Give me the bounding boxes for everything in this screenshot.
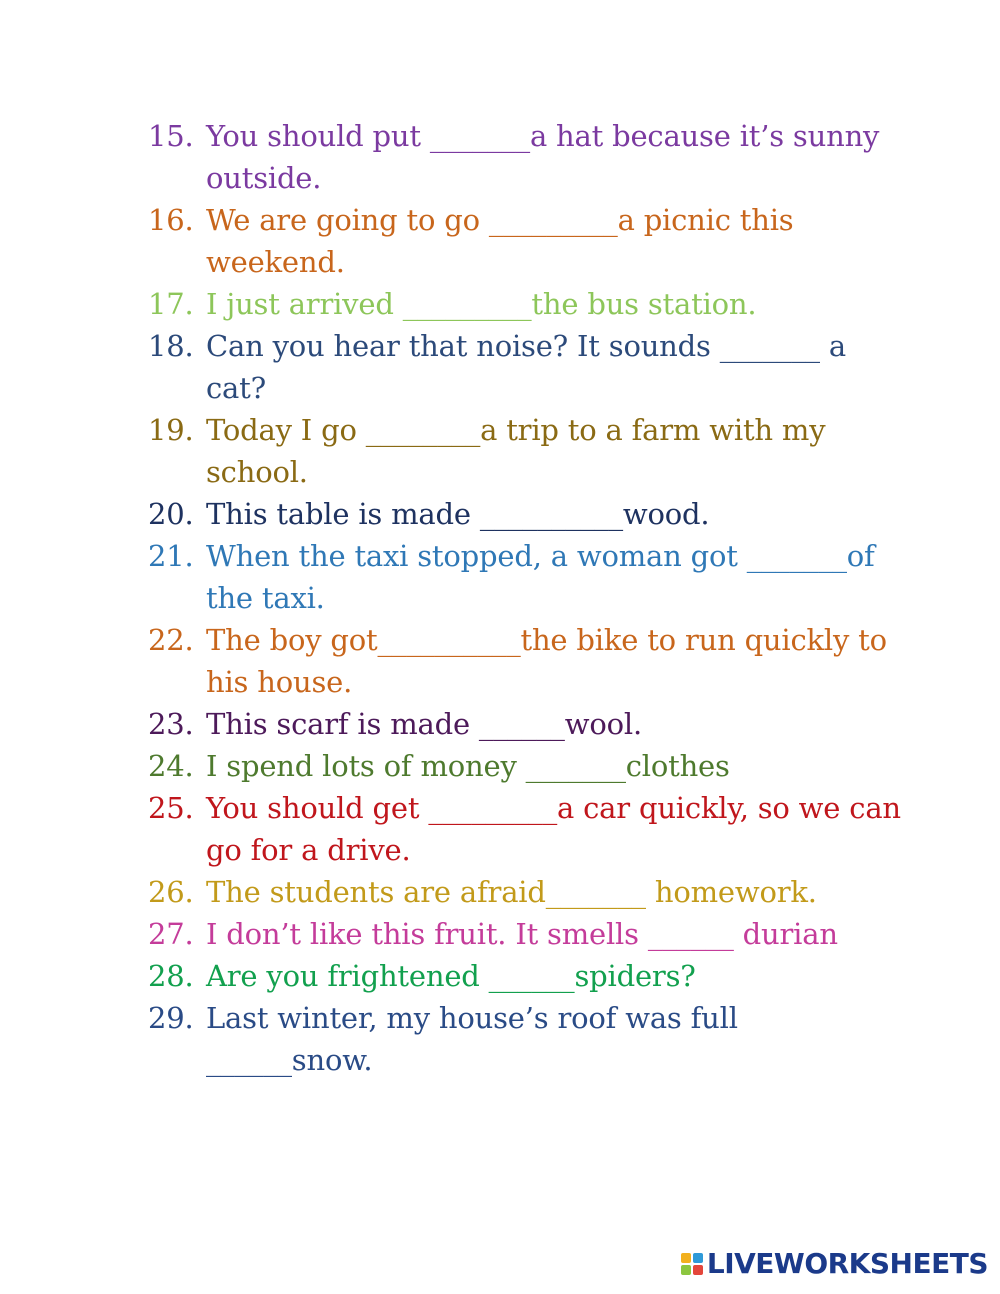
brand-name: LIVEWORKSHEETS (706, 1247, 988, 1280)
logo-square-yellow (681, 1253, 691, 1263)
question-28 (148, 955, 908, 997)
question-27 (148, 913, 908, 955)
question-text: Last winter, my house’s roof was full ______snow. (206, 1001, 747, 1077)
logo-square-green (681, 1265, 691, 1275)
question-number: 25. (148, 791, 194, 825)
question-21 (148, 535, 908, 619)
question-text: The boy got__________the bike to run quickly to his house. (206, 623, 896, 699)
question-number: 21. (148, 539, 194, 573)
question-text: I spend lots of money _______clothes (206, 749, 730, 783)
question-number: 18. (148, 329, 194, 363)
question-number: 28. (148, 959, 194, 993)
question-23 (148, 703, 908, 745)
question-number: 23. (148, 707, 194, 741)
question-19 (148, 409, 908, 493)
question-number: 22. (148, 623, 194, 657)
logo-square-red (693, 1265, 703, 1275)
liveworksheets-logo-icon (681, 1253, 703, 1275)
question-number: 19. (148, 413, 194, 447)
question-number: 15. (148, 119, 194, 153)
question-number: 26. (148, 875, 194, 909)
question-text: You should put _______a hat because it’s sunny outside. (206, 119, 889, 195)
question-text: I just arrived _________the bus station. (206, 287, 757, 321)
question-text: Are you frightened ______spiders? (206, 959, 696, 993)
question-25 (148, 787, 908, 871)
question-text: This table is made __________wood. (206, 497, 710, 531)
question-number: 16. (148, 203, 194, 237)
question-text: You should get _________a car quickly, so we can go for a drive. (206, 791, 910, 867)
question-number: 20. (148, 497, 194, 531)
question-24 (148, 745, 908, 787)
liveworksheets-brand[interactable] (681, 1247, 988, 1280)
question-15 (148, 115, 908, 199)
question-18 (148, 325, 908, 409)
logo-square-blue (693, 1253, 703, 1263)
question-number: 24. (148, 749, 194, 783)
question-text: This scarf is made ______wool. (206, 707, 642, 741)
question-17 (148, 283, 908, 325)
question-number: 29. (148, 1001, 194, 1035)
question-text: The students are afraid_______ homework. (206, 875, 817, 909)
question-text: We are going to go _________a picnic this weekend. (206, 203, 803, 279)
question-22 (148, 619, 908, 703)
question-text: Today I go ________a trip to a farm with my school. (206, 413, 835, 489)
question-16 (148, 199, 908, 283)
question-text: I don’t like this fruit. It smells ______ durian (206, 917, 838, 951)
question-26 (148, 871, 908, 913)
question-number: 27. (148, 917, 194, 951)
question-text: When the taxi stopped, a woman got _______of the taxi. (206, 539, 884, 615)
question-29 (148, 997, 908, 1081)
worksheet-questions (148, 115, 908, 1081)
question-20 (148, 493, 908, 535)
question-text: Can you hear that noise? It sounds _______ a cat? (206, 329, 855, 405)
question-number: 17. (148, 287, 194, 321)
